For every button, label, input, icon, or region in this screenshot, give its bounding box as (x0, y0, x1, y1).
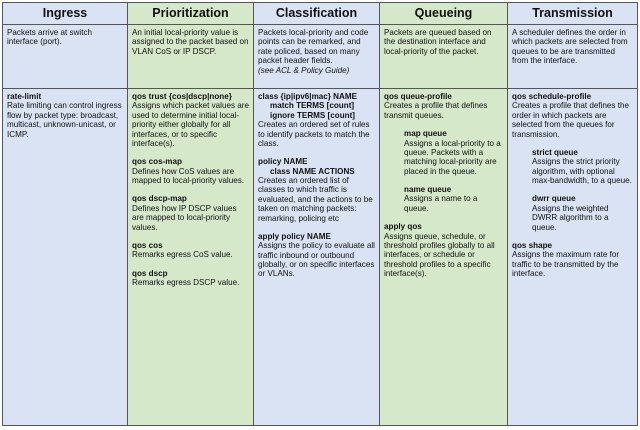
apply-policy-description: Assigns the policy to evaluate all traffic inbound or outbound globally, or on specific interfaces or VLANs. (258, 241, 375, 279)
classification-guide-note: (see ACL & Policy Guide) (258, 65, 350, 75)
header-classification: Classification (254, 3, 380, 25)
header-ingress: Ingress (3, 3, 128, 25)
qos-dscp-command: qos dscp (132, 268, 168, 278)
name-queue-description: Assigns a name to a queue. (404, 194, 478, 213)
ingress-summary (3, 25, 128, 89)
policy-description: Creates an ordered list of classes to which traffic is evaluated, and the actions to be taken on matching packets: remarking, policing etc (258, 176, 373, 223)
qos-queue-profile-description: Creates a profile that defines transmit queues. (384, 101, 488, 120)
header-transmission: Transmission (508, 3, 638, 25)
rate-limit-description: Rate limiting can control ingress flow by packet type: broadcast, multicast, unknown-unicast, or ICMP. (7, 101, 122, 139)
summary-row (3, 25, 638, 89)
header-prioritization: Prioritization (128, 3, 254, 25)
qos-shape-description: Assigns the maximum rate for traffic to be transmitted by the interface. (512, 250, 620, 278)
prioritization-commands (128, 89, 254, 426)
class-command: class {ip|ipv6|mac} NAME (258, 92, 357, 101)
queueing-summary-text: Packets are queued based on the destination interface and local-priority of the packet. (384, 28, 492, 56)
dwrr-queue-command: dwrr queue (532, 194, 576, 204)
qos-schedule-profile-description: Creates a profile that defines the order in which packets are selected from the queues for transmission. (512, 101, 629, 139)
classification-commands (254, 89, 380, 426)
qos-dscp-description: Remarks egress DSCP value. (132, 278, 240, 287)
queueing-commands (380, 89, 508, 426)
qos-cos-map-description: Defines how CoS values are mapped to local-priority values. (132, 166, 245, 185)
commands-row (3, 89, 638, 426)
rate-limit-command: rate-limit (7, 92, 42, 101)
match-command: match TERMS [count] (270, 101, 355, 111)
transmission-summary (508, 25, 638, 89)
apply-policy-command: apply policy NAME (258, 231, 331, 241)
ingress-commands (3, 89, 128, 426)
qos-cos-description: Remarks egress CoS value. (132, 250, 233, 260)
qos-trust-description: Assigns which packet values are used to determine initial local-priority either globally for all interfaces, or to specific interface(s). (132, 101, 249, 148)
transmission-commands (508, 89, 638, 426)
qos-schedule-profile-command: qos schedule-profile (512, 92, 592, 101)
apply-qos-description: Assigns queue, schedule, or threshold profiles globally to all interfaces, or schedule or threshold profiles to a specific interface(s). (384, 231, 495, 278)
policy-class-command: class NAME ACTIONS (270, 166, 355, 176)
map-queue-command: map queue (404, 129, 447, 139)
transmission-summary-text: A scheduler defines the order in which packets are selected from queues to be are transmitted from the interface. (512, 28, 628, 66)
qos-cos-command: qos cos (132, 240, 163, 250)
apply-qos-command: apply qos (384, 222, 422, 232)
ignore-command: ignore TERMS [count] (270, 110, 355, 120)
dwrr-queue-description: Assigns the weighted DWRR algorithm to a queue. (532, 203, 609, 232)
classification-summary-text: Packets local-priority and code points can be remarked, and rate policed, based on many packet header fields. (258, 28, 369, 66)
qos-dscp-map-command: qos dscp-map (132, 194, 187, 204)
strict-queue-description: Assigns the strict priority algorithm, with optional max-bandwidth, to a queue. (532, 157, 632, 185)
name-queue-command: name queue (404, 185, 452, 194)
ingress-summary-text: Packets arrive at switch interface (port). (7, 28, 93, 47)
qos-pipeline-table (2, 2, 638, 426)
qos-cos-map-command: qos cos-map (132, 157, 182, 167)
prioritization-summary (128, 25, 254, 89)
qos-queue-profile-command: qos queue-profile (384, 92, 452, 101)
qos-dscp-map-description: Defines how IP DSCP values are mapped to local-priority values. (132, 203, 237, 232)
prioritization-summary-text: An initial local-priority value is assigned to the packet based on VLAN CoS or IP DSCP. (132, 28, 249, 56)
class-description: Creates an ordered set of rules to identify packets to match the class. (258, 120, 370, 148)
strict-queue-command: strict queue (532, 147, 578, 157)
header-row (3, 3, 638, 25)
qos-trust-command: qos trust {cos|dscp|none} (132, 92, 232, 101)
policy-command: policy NAME (258, 157, 308, 167)
qos-shape-command: qos shape (512, 240, 553, 250)
map-queue-description: Assigns a local-priority to a queue. Packets with a matching local-priority are placed in the queue. (404, 138, 501, 176)
header-queueing: Queueing (380, 3, 508, 25)
classification-summary (254, 25, 380, 89)
queueing-summary (380, 25, 508, 89)
